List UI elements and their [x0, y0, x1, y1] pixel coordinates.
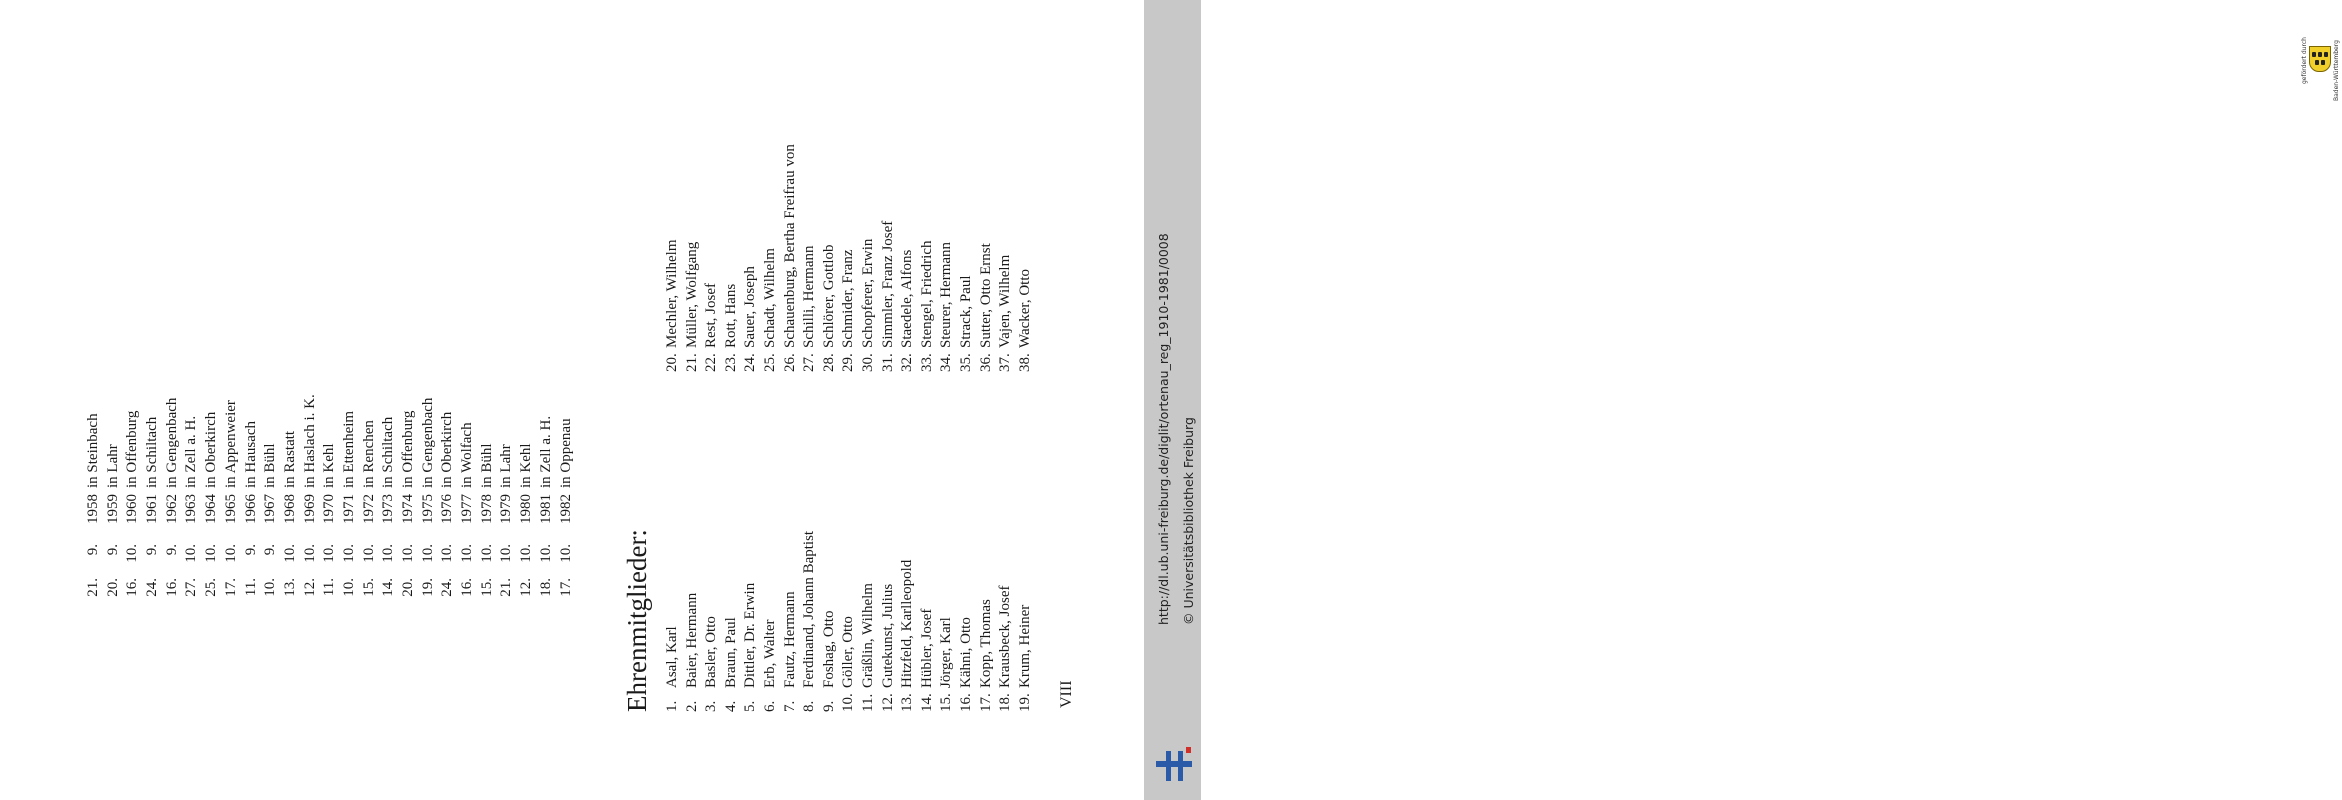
member-name: Ferdinand, Johann Baptist: [801, 530, 818, 688]
meeting-month: 10.: [124, 544, 141, 563]
meeting-place: in Haslach i. K.: [301, 394, 318, 488]
member-number: 1.: [664, 700, 680, 712]
meeting-day: 10.: [340, 578, 357, 597]
member-name: Basler, Otto: [703, 616, 720, 688]
meeting-row: [261, 312, 281, 612]
meeting-place: in Schiltach: [380, 416, 397, 488]
meeting-year: 1977: [459, 494, 476, 524]
meeting-month: 9.: [262, 544, 279, 556]
member-number: 8.: [801, 700, 818, 712]
member-name: Rott, Hans: [722, 283, 739, 348]
meeting-place: in Kehl: [518, 443, 535, 488]
meeting-row: [419, 312, 439, 612]
honorary-member-row: [663, 144, 683, 372]
meeting-year: 1982: [557, 494, 574, 524]
member-name: Stengel, Friedrich: [918, 240, 935, 348]
honorary-member-row: [741, 144, 761, 372]
meeting-year: 1965: [222, 494, 239, 524]
meeting-place: in Ettenheim: [340, 410, 357, 488]
honorary-member-row: [1016, 531, 1036, 712]
meeting-day: 10.: [262, 578, 279, 597]
meeting-place: in Schiltach: [144, 416, 161, 488]
honorary-member-row: [1016, 144, 1036, 372]
honorary-member-row: [898, 144, 918, 372]
member-name: Vajen, Wilhelm: [997, 254, 1014, 348]
member-name: Foshag, Otto: [820, 610, 837, 688]
funding-region: Baden-Württemberg: [2333, 40, 2340, 101]
meeting-month: 9.: [85, 544, 101, 556]
meeting-month: 10.: [419, 544, 436, 563]
meeting-month: 10.: [498, 544, 515, 563]
member-number: 30.: [859, 353, 876, 372]
honorary-member-row: [722, 531, 742, 712]
meeting-year: 1974: [400, 494, 416, 524]
university-library-logo-icon[interactable]: [1152, 745, 1196, 785]
member-number: 9.: [820, 700, 837, 712]
member-name: Schauenburg, Bertha Freifrau von: [781, 144, 798, 348]
meeting-year: 1969: [301, 494, 318, 524]
meeting-place: in Renchen: [360, 420, 377, 488]
member-name: Jörger, Karl: [938, 617, 955, 688]
member-number: 3.: [703, 700, 720, 712]
member-number: 31.: [879, 353, 896, 372]
meeting-year: 1970: [321, 494, 338, 524]
member-name: Staedele, Alfons: [899, 249, 916, 348]
honorary-member-row: [937, 144, 957, 372]
meeting-year: 1975: [419, 494, 436, 524]
member-number: 6.: [761, 700, 778, 712]
meeting-row: [517, 312, 537, 612]
meeting-row: [123, 312, 143, 612]
page-number: VIII: [1058, 680, 1075, 708]
meeting-year: 1972: [360, 494, 377, 524]
member-number: 29.: [840, 353, 857, 372]
meeting-list: [84, 312, 576, 612]
member-name: Krausbeck, Josef: [997, 585, 1014, 688]
meeting-month: 10.: [301, 544, 318, 563]
meeting-year: 1966: [242, 494, 259, 524]
honorary-member-row: [820, 531, 840, 712]
meeting-place: in Hausach: [242, 420, 259, 488]
meeting-year: 1979: [498, 494, 515, 524]
meeting-place: in Wolfach: [459, 422, 476, 488]
meeting-day: 20.: [104, 578, 121, 597]
member-number: 27.: [801, 353, 818, 372]
meeting-month: 10.: [222, 544, 239, 563]
member-number: 36.: [977, 353, 994, 372]
member-name: Asal, Karl: [664, 626, 680, 688]
honorary-member-row: [879, 531, 899, 712]
honorary-member-row: [683, 144, 703, 372]
meeting-year: 1981: [537, 494, 554, 524]
meeting-day: 18.: [537, 578, 554, 597]
honorary-members-title: Ehrenmitglieder:: [622, 529, 652, 712]
meeting-day: 19.: [419, 578, 436, 597]
meeting-row: [340, 312, 360, 612]
member-number: 15.: [938, 693, 955, 712]
honorary-member-row: [977, 531, 997, 712]
honorary-member-row: [957, 531, 977, 712]
meeting-year: 1963: [183, 494, 200, 524]
member-number: 10.: [840, 693, 857, 712]
meeting-month: 10.: [518, 544, 535, 563]
meeting-place: in Bühl: [478, 443, 495, 488]
meeting-row: [202, 312, 222, 612]
meeting-day: 15.: [478, 578, 495, 597]
member-name: Göller, Otto: [840, 616, 857, 688]
meeting-day: 16.: [459, 578, 476, 597]
member-name: Müller, Wolfgang: [683, 241, 700, 348]
member-name: Krum, Heiner: [1016, 604, 1033, 688]
meeting-place: in Oberkirch: [439, 411, 456, 488]
meeting-row: [242, 312, 262, 612]
meeting-day: 27.: [183, 578, 200, 597]
meeting-row: [458, 312, 478, 612]
member-number: 35.: [957, 353, 974, 372]
meeting-row: [281, 312, 301, 612]
meeting-month: 9.: [144, 544, 161, 556]
member-number: 5.: [742, 700, 759, 712]
coat-of-arms-icon: [2309, 46, 2331, 72]
meeting-month: 10.: [478, 544, 495, 563]
meeting-place: in Oppenau: [557, 418, 574, 488]
meeting-day: 20.: [400, 578, 416, 597]
meeting-year: 1976: [439, 494, 456, 524]
member-number: 34.: [938, 353, 955, 372]
meeting-month: 10.: [380, 544, 397, 563]
meeting-month: 10.: [537, 544, 554, 563]
honorary-member-row: [663, 531, 683, 712]
honorary-member-row: [741, 531, 761, 712]
meeting-month: 10.: [183, 544, 200, 563]
honorary-member-row: [800, 144, 820, 372]
meeting-day: 24.: [144, 578, 161, 597]
meeting-month: 9.: [163, 544, 180, 556]
meeting-day: 13.: [281, 578, 298, 597]
honorary-member-row: [996, 531, 1016, 712]
honorary-member-row: [702, 531, 722, 712]
meeting-year: 1973: [380, 494, 397, 524]
meeting-day: 21.: [85, 578, 101, 597]
honorary-member-row: [702, 144, 722, 372]
honorary-member-row: [859, 531, 879, 712]
member-name: Wacker, Otto: [1016, 269, 1033, 348]
honorary-member-row: [722, 144, 742, 372]
member-number: 12.: [879, 693, 896, 712]
meeting-day: 11.: [242, 578, 259, 597]
member-name: Schadt, Wilhelm: [761, 248, 778, 348]
meeting-year: 1978: [478, 494, 495, 524]
meeting-row: [104, 312, 124, 612]
meeting-month: 10.: [400, 544, 416, 563]
honorary-members-column-1: [663, 531, 1035, 712]
meeting-day: 15.: [360, 578, 377, 597]
meeting-month: 10.: [321, 544, 338, 563]
member-number: 19.: [1016, 693, 1033, 712]
honorary-member-row: [839, 531, 859, 712]
member-name: Mechler, Wilhelm: [664, 239, 680, 348]
meeting-year: 1960: [124, 494, 141, 524]
member-name: Schopferer, Erwin: [859, 238, 876, 348]
meeting-place: in Offenburg: [124, 410, 141, 488]
member-name: Rest, Josef: [703, 283, 720, 348]
meeting-row: [360, 312, 380, 612]
honorary-member-row: [859, 144, 879, 372]
funding-text: gefördert durch: [2301, 37, 2308, 84]
member-name: Kähni, Otto: [957, 617, 974, 688]
meeting-year: 1961: [144, 494, 161, 524]
member-number: 23.: [722, 353, 739, 372]
member-number: 24.: [742, 353, 759, 372]
meeting-month: 10.: [439, 544, 456, 563]
honorary-member-row: [761, 144, 781, 372]
honorary-member-row: [781, 531, 801, 712]
meeting-place: in Bühl: [262, 443, 279, 488]
scanned-page: [0, 0, 1144, 800]
meeting-year: 1962: [163, 494, 180, 524]
member-number: 7.: [781, 700, 798, 712]
meeting-month: 10.: [459, 544, 476, 563]
meeting-row: [320, 312, 340, 612]
viewer-sidebar: [1144, 0, 2340, 800]
meeting-row: [163, 312, 183, 612]
meeting-row: [478, 312, 498, 612]
meeting-month: 10.: [340, 544, 357, 563]
meeting-day: 14.: [380, 578, 397, 597]
member-number: 26.: [781, 353, 798, 372]
meeting-year: 1968: [281, 494, 298, 524]
member-name: Gräßlin, Wilhelm: [859, 583, 876, 688]
member-name: Hübler, Josef: [918, 608, 935, 688]
member-name: Fautz, Hermann: [781, 591, 798, 688]
meeting-place: in Lahr: [498, 444, 515, 488]
meeting-place: in Kehl: [321, 443, 338, 488]
member-name: Kopp, Thomas: [977, 599, 994, 688]
meeting-row: [497, 312, 517, 612]
meeting-year: 1964: [203, 494, 220, 524]
meeting-row: [84, 312, 104, 612]
meeting-day: 21.: [498, 578, 515, 597]
member-name: Schmider, Franz: [840, 249, 857, 348]
member-number: 28.: [820, 353, 837, 372]
honorary-member-row: [781, 144, 801, 372]
member-number: 37.: [997, 353, 1014, 372]
honorary-member-row: [683, 531, 703, 712]
meeting-place: in Steinbach: [85, 413, 101, 488]
meeting-row: [399, 312, 419, 612]
meeting-place: in Oberkirch: [203, 411, 220, 488]
member-number: 18.: [997, 693, 1014, 712]
member-name: Sutter, Otto Ernst: [977, 243, 994, 348]
meeting-month: 10.: [281, 544, 298, 563]
meeting-day: 24.: [439, 578, 456, 597]
meeting-day: 12.: [301, 578, 318, 597]
meeting-day: 16.: [124, 578, 141, 597]
honorary-member-row: [839, 144, 859, 372]
member-number: 16.: [957, 693, 974, 712]
meeting-place: in Lahr: [104, 444, 121, 488]
copyright-notice: © Universitätsbibliothek Freiburg: [1181, 417, 1196, 625]
member-name: Dittler, Dr. Erwin: [742, 582, 759, 688]
meeting-day: 17.: [222, 578, 239, 597]
meeting-day: 11.: [321, 578, 338, 597]
member-number: 33.: [918, 353, 935, 372]
meeting-row: [222, 312, 242, 612]
meeting-year: 1959: [104, 494, 121, 524]
member-number: 14.: [918, 693, 935, 712]
meeting-place: in Zell a. H.: [183, 415, 200, 488]
meeting-year: 1958: [85, 494, 101, 524]
meeting-row: [182, 312, 202, 612]
meeting-place: in Rastatt: [281, 430, 298, 488]
meeting-day: 16.: [163, 578, 180, 597]
honorary-member-row: [800, 531, 820, 712]
member-name: Strack, Paul: [957, 275, 974, 348]
member-number: 4.: [722, 700, 739, 712]
honorary-member-row: [918, 144, 938, 372]
meeting-month: 10.: [203, 544, 220, 563]
meeting-day: 17.: [557, 578, 574, 597]
meeting-year: 1971: [340, 494, 357, 524]
member-name: Erb, Walter: [761, 619, 778, 688]
member-name: Schlörer, Gottlob: [820, 244, 837, 348]
member-name: Schilli, Hermann: [801, 245, 818, 348]
honorary-member-row: [898, 531, 918, 712]
meeting-row: [379, 312, 399, 612]
member-name: Steurer, Hermann: [938, 241, 955, 348]
honorary-member-row: [820, 144, 840, 372]
honorary-member-row: [957, 144, 977, 372]
meeting-day: 12.: [518, 578, 535, 597]
meeting-year: 1980: [518, 494, 535, 524]
meeting-year: 1967: [262, 494, 279, 524]
meeting-place: in Gengenbach: [419, 397, 436, 488]
member-name: Hitzfeld, Karlleopold: [899, 559, 916, 688]
member-number: 38.: [1016, 353, 1033, 372]
member-number: 25.: [761, 353, 778, 372]
meeting-month: 10.: [557, 544, 574, 563]
honorary-member-row: [761, 531, 781, 712]
meeting-row: [438, 312, 458, 612]
meeting-row: [143, 312, 163, 612]
member-number: 17.: [977, 693, 994, 712]
honorary-member-row: [918, 531, 938, 712]
meeting-month: 9.: [104, 544, 121, 556]
member-name: Simmler, Franz Josef: [879, 220, 896, 348]
honorary-member-row: [977, 144, 997, 372]
meeting-day: 25.: [203, 578, 220, 597]
meeting-month: 10.: [360, 544, 377, 563]
honorary-members-column-2: [663, 144, 1035, 372]
member-number: 22.: [703, 353, 720, 372]
member-number: 2.: [683, 700, 700, 712]
member-name: Gutekunst, Julius: [879, 583, 896, 688]
member-name: Baier, Hermann: [683, 592, 700, 688]
member-number: 21.: [683, 353, 700, 372]
honorary-member-row: [937, 531, 957, 712]
member-number: 32.: [899, 353, 916, 372]
meeting-row: [537, 312, 557, 612]
meeting-place: in Appenweier: [222, 400, 239, 488]
meeting-place: in Offenburg: [400, 410, 416, 488]
member-number: 20.: [664, 353, 680, 372]
meeting-row: [557, 312, 577, 612]
member-name: Sauer, Joseph: [742, 266, 759, 348]
meeting-row: [301, 312, 321, 612]
member-number: 13.: [899, 693, 916, 712]
permalink-url[interactable]: http://dl.ub.uni-freiburg.de/diglit/ortenau_reg_1910-1981/0008: [1156, 233, 1171, 625]
honorary-member-row: [996, 144, 1016, 372]
member-name: Braun, Paul: [722, 617, 739, 688]
meeting-place: in Gengenbach: [163, 397, 180, 488]
honorary-member-row: [879, 144, 899, 372]
member-number: 11.: [859, 693, 876, 712]
meeting-place: in Zell a. H.: [537, 415, 554, 488]
meeting-month: 9.: [242, 544, 259, 556]
funding-badge[interactable]: [2294, 38, 2342, 102]
